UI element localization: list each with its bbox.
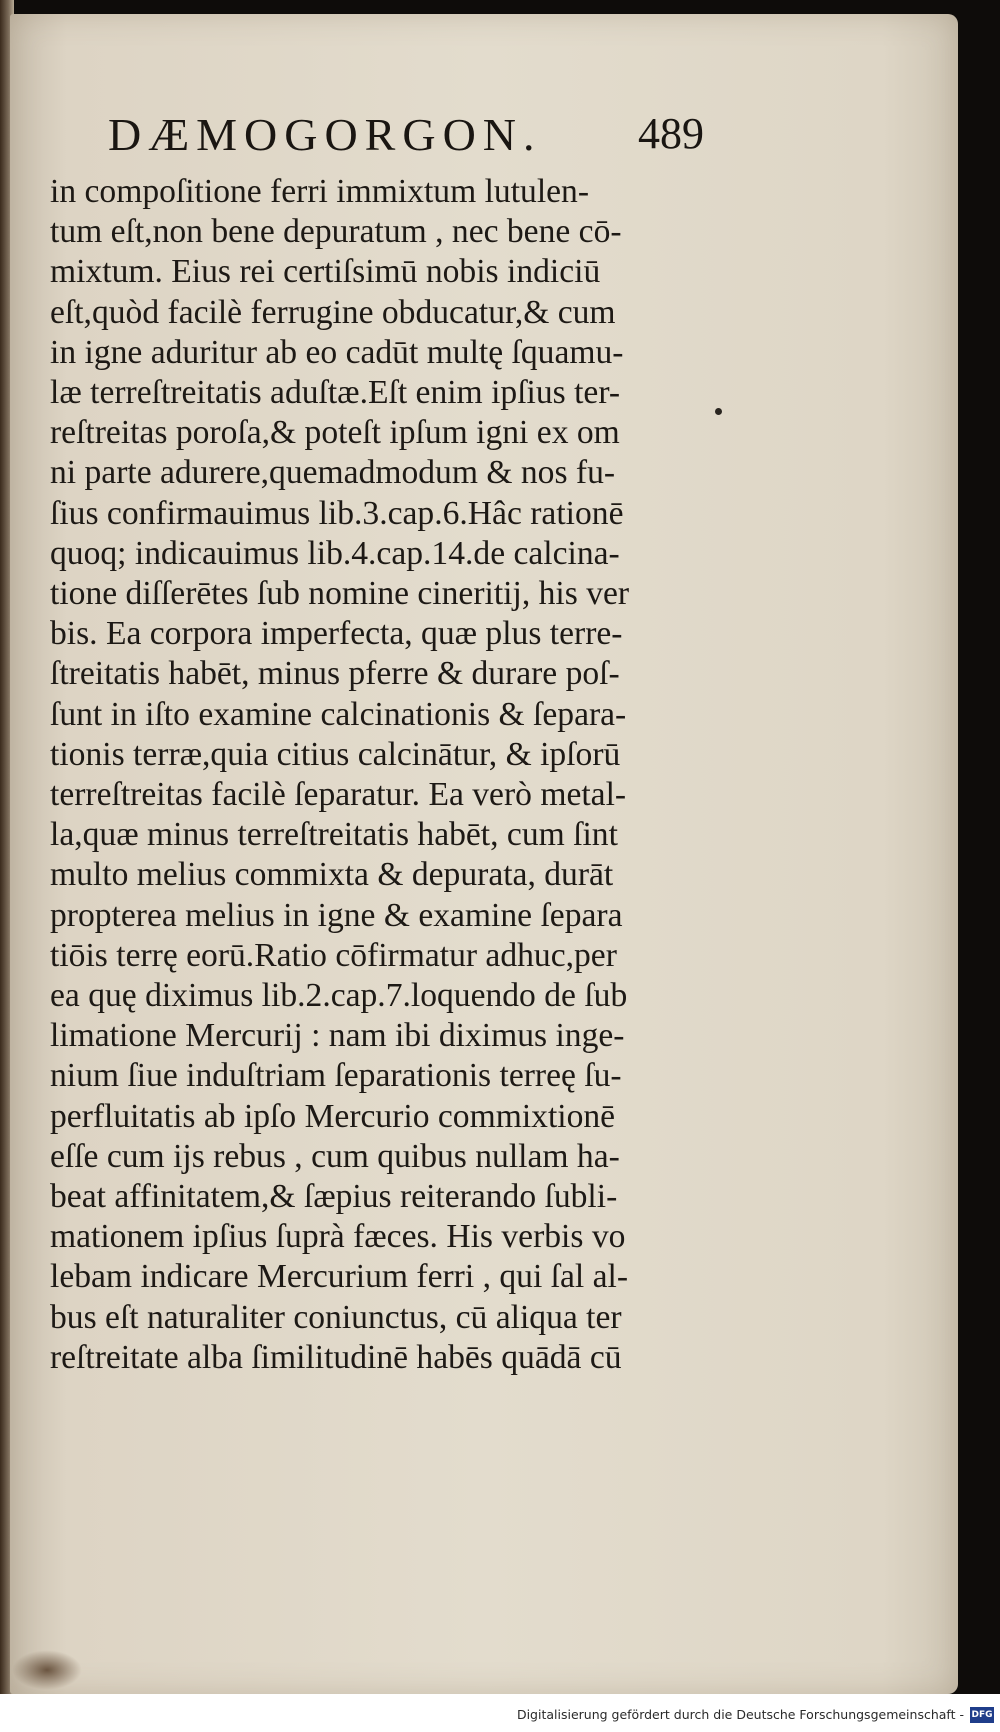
body-text	[50, 172, 740, 1378]
text-line: tiōis terrę eorū.Ratio cōfirmatur adhuc,per	[50, 936, 617, 974]
text-line: ni parte adurere,quemadmodum & nos fu-	[50, 454, 616, 492]
running-head-title: DÆMOGORGON.	[108, 109, 542, 160]
text-line: in igne aduritur ab eo cadūt multę ſquamu-	[50, 333, 624, 371]
text-line: eſſe cum ijs rebus , cum quibus nullam ha-	[50, 1137, 620, 1175]
text-line: nium ſiue induſtriam ſeparationis terreę ſu-	[50, 1057, 622, 1095]
text-line: reſtreitate alba ſimilitudinē habēs quādā cū	[50, 1338, 622, 1376]
text-line: la,quæ minus terreſtreitatis habēt, cum ſint	[50, 816, 618, 854]
text-line: in compoſitione ferri immixtum lutulen-	[50, 173, 590, 210]
text-line: terreſtreitas facilè ſeparatur. Ea verò metal-	[50, 776, 627, 814]
digitization-credit: Digitalisierung gefördert durch die Deutsche Forschungsgemeinschaft -	[516, 1707, 964, 1722]
footer-bar	[0, 1694, 1000, 1732]
text-line: lebam indicare Mercurium ferri , qui ſal al-	[50, 1258, 629, 1296]
text-line: ſunt in iſto examine calcinationis & ſepara-	[50, 695, 627, 733]
text-line: ſius confirmauimus lib.3.cap.6.Hâc rationē	[50, 494, 624, 532]
text-line: multo melius commixta & depurata, durāt	[50, 856, 614, 894]
text-line: perfluitatis ab ipſo Mercurio commixtionē	[50, 1097, 616, 1135]
text-line: beat affinitatem,& ſæpius reiterando ſubli-	[50, 1178, 618, 1216]
text-line: tionis terræ,quia citius calcinātur, & ipſorū	[50, 735, 621, 773]
text-line: reſtreitas poroſa,& poteſt ipſum igni ex om	[50, 414, 620, 452]
text-line: propterea melius in igne & examine ſepara	[50, 896, 623, 934]
page-number: 489	[638, 109, 704, 158]
text-line: tum eſt,non bene depuratum , nec bene cō-	[50, 213, 622, 251]
text-line: mixtum. Eius rei certiſsimū nobis indiciū	[50, 253, 601, 291]
text-line: mationem ipſius ſuprà fæces. His verbis vo	[50, 1218, 626, 1256]
ink-speck	[715, 408, 722, 415]
text-line: eſt,quòd facilè ferrugine obducatur,& cum	[50, 293, 616, 331]
dfg-logo: DFG	[970, 1707, 994, 1723]
text-line: limatione Mercurij : nam ibi diximus inge-	[50, 1017, 625, 1055]
text-line: quoq; indicauimus lib.4.cap.14.de calcina-	[50, 534, 620, 572]
text-line: bus eſt naturaliter coniunctus, cū aliqua ter	[50, 1298, 622, 1336]
text-line: ſtreitatis habēt, minus pferre & durare poſ-	[50, 655, 620, 693]
text-line: læ terreſtreitatis aduſtæ.Eſt enim ipſius ter-	[50, 374, 621, 412]
text-line: bis. Ea corpora imperfecta, quæ plus terre-	[50, 615, 623, 653]
text-line: ea quę diximus lib.2.cap.7.loquendo de ſub	[50, 977, 628, 1015]
text-line: tione diſſerētes ſub nomine cineritij, his ver	[50, 575, 630, 613]
page-stain	[12, 1650, 82, 1690]
